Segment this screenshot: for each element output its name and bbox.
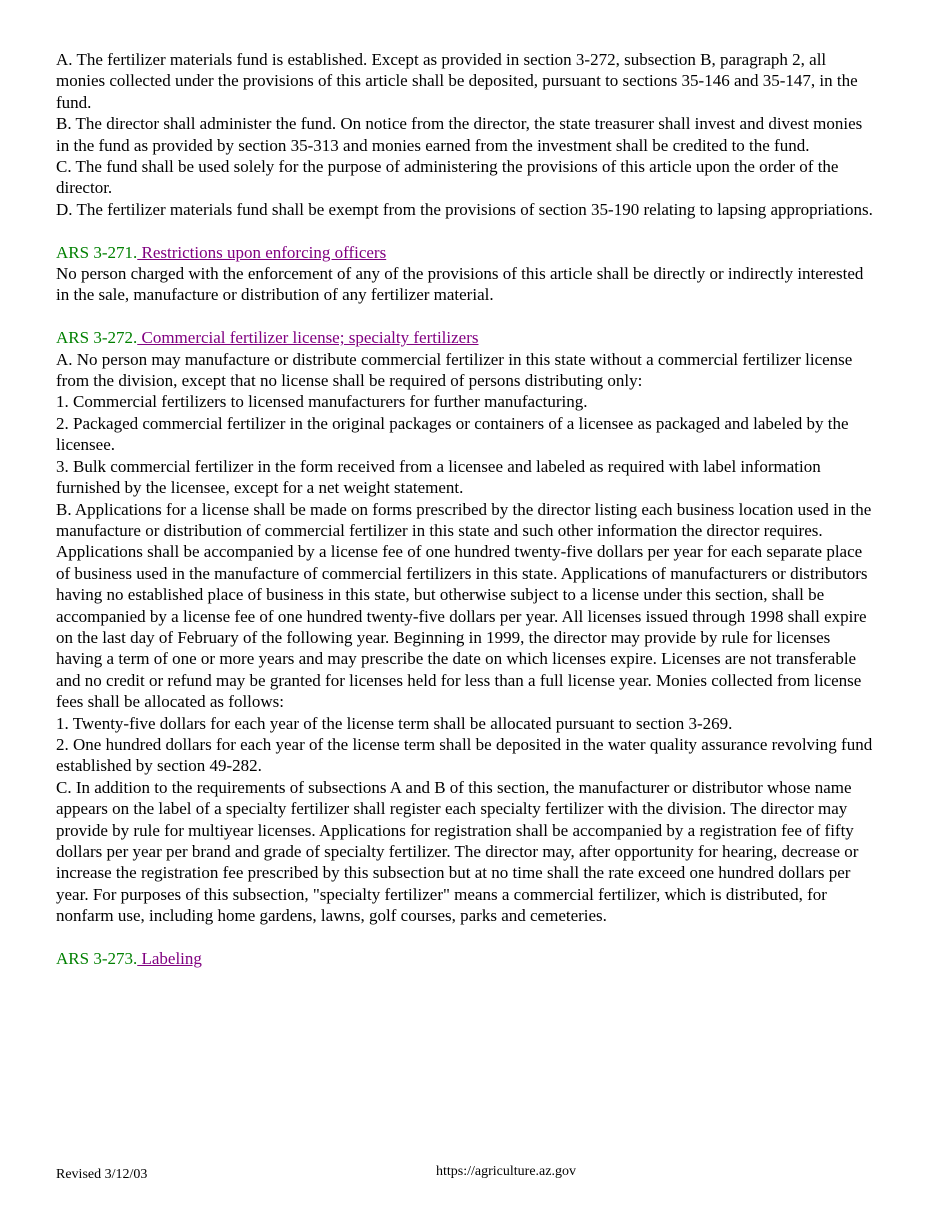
paragraph: A. No person may manufacture or distribute commercial fertilizer in this state without a commercial fertilizer license from the division, except that no license shall be required of persons distributing only: xyxy=(56,349,853,391)
paragraph: No person charged with the enforcement of any of the provisions of this article shall be directly or indirectly interested in the sale, manufacture or distribution of any fertilizer material. xyxy=(56,264,864,305)
paragraph: D. The fertilizer materials fund shall be exempt from the provisions of section 35-190 relating to lapsing appropriations. xyxy=(56,199,873,219)
paragraph: 1. Twenty-five dollars for each year of the license term shall be allocated pursuant to section 3-269. xyxy=(56,713,733,733)
section-heading xyxy=(56,948,876,969)
paragraph: B. Applications for a license shall be made on forms prescribed by the director listing each business location used in the manufacture or distribution of commercial fertilizer in this state and such other information the director requires. Applications shall be accompanied by a license fee of one hundred twenty-five dollars per year for each separate place of business used in the manufacture of commercial fertilizers in this state. Applications of manufacturers or distributors having no established place of business in this state, but otherwise subject to a license under this section, shall be accompanied by a license fee of one hundred twenty-five dollars per year. All licenses issued through 1998 shall expire on the last day of February of the following year. Beginning in 1999, the director may provide by rule for licenses having a term of one or more years and may prescribe the date on which licenses expire. Licenses are not transferable and no credit or refund may be granted for licenses held for less than a full license year. Monies collected from license fees shall be allocated as follows: xyxy=(56,499,872,712)
section-title-link[interactable]: Labeling xyxy=(137,949,202,969)
paragraph: B. The director shall administer the fund. On notice from the director, the state treasurer shall invest and divest monies in the fund as provided by section 35-313 and monies earned from the investment shall be credited to the fund. xyxy=(56,114,863,155)
section-title-link[interactable]: Restrictions upon enforcing officers xyxy=(137,242,387,262)
section-title-link[interactable]: Commercial fertilizer license; specialty fertilizers xyxy=(137,328,479,348)
paragraph: 2. Packaged commercial fertilizer in the original packages or containers of a licensee as packaged and labeled by the licensee. xyxy=(56,413,849,455)
section-number: ARS 3-272. xyxy=(56,328,138,348)
document-body xyxy=(56,49,876,969)
footer-revised-date: Revised 3/12/03 xyxy=(56,1167,148,1182)
paragraph: 2. One hundred dollars for each year of the license term shall be deposited in the water quality assurance revolving fund established by section 49-282. xyxy=(56,734,873,776)
section-3-273 xyxy=(56,948,876,969)
section-3-271 xyxy=(56,242,876,306)
section-number: ARS 3-273. xyxy=(56,949,138,969)
section-heading xyxy=(56,242,876,263)
paragraph: C. In addition to the requirements of subsections A and B of this section, the manufacturer or distributor whose name appears on the label of a specialty fertilizer shall register each specialty fertilizer with the division. The director may provide by rule for multiyear licenses. Applications for registration shall be accompanied by a registration fee of fifty dollars per year per brand and grade of specialty fertilizer. The director may, after opportunity for hearing, decrease or increase the registration fee prescribed by this subsection but at no time shall the rate exceed one hundred dollars per year. For purposes of this subsection, "specialty fertilizer" means a commercial fertilizer, which is distributed, for nonfarm use, including home gardens, lawns, golf courses, parks and cemeteries. xyxy=(56,777,859,926)
paragraph: 3. Bulk commercial fertilizer in the form received from a licensee and labeled as required with label information furnished by the licensee, except for a net weight statement. xyxy=(56,456,821,498)
intro-block xyxy=(56,49,876,220)
section-number: ARS 3-271. xyxy=(56,242,138,262)
paragraph: C. The fund shall be used solely for the purpose of administering the provisions of this article upon the order of the director. xyxy=(56,157,839,198)
footer-url: https://agriculture.az.gov xyxy=(436,1164,576,1179)
section-3-272 xyxy=(56,327,876,926)
paragraph: 1. Commercial fertilizers to licensed manufacturers for further manufacturing. xyxy=(56,392,588,412)
paragraph: A. The fertilizer materials fund is established. Except as provided in section 3-272, subsection B, paragraph 2, all monies collected under the provisions of this article shall be deposited, pursuant to sections 35-146 and 35-147, in the fund. xyxy=(56,50,858,112)
section-heading xyxy=(56,327,876,348)
